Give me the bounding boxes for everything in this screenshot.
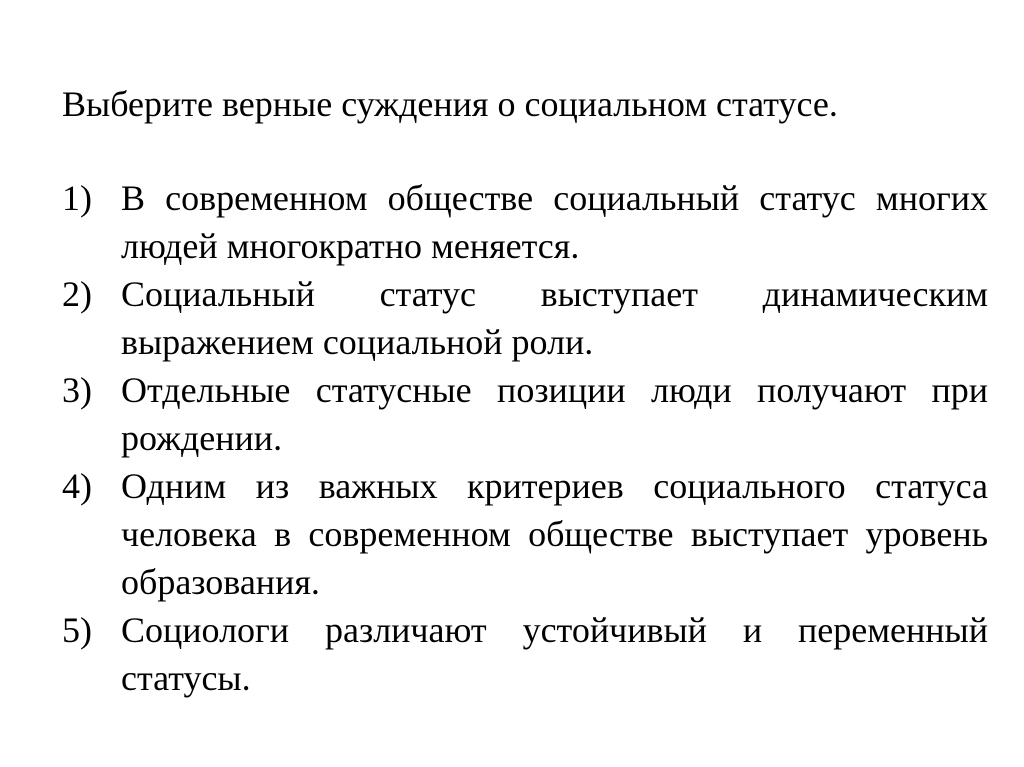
answer-option-1 (62, 174, 988, 270)
option-text: Социологи различают устойчивый и переменный статусы. (121, 610, 988, 698)
option-text: Одним из важных критериев социального статуса человека в современном обществе выступает уровень образования. (121, 466, 988, 602)
option-text: В современном обществе социальный статус многих людей многократно меняется. (121, 178, 988, 266)
option-number: 4) (62, 466, 92, 506)
option-number: 1) (62, 178, 92, 218)
answer-option-2 (62, 270, 988, 366)
answer-options-list (62, 174, 988, 702)
answer-option-5 (62, 606, 988, 702)
option-text: Социальный статус выступает динамическим выражением социальной роли. (121, 274, 988, 362)
answer-option-4 (62, 462, 988, 606)
option-text: Отдельные статусные позиции люди получают при рождении. (121, 370, 988, 458)
question-title: Выберите верные суждения о социальном статусе. (62, 84, 838, 124)
option-number: 2) (62, 274, 92, 314)
option-number: 3) (62, 370, 92, 410)
answer-option-3 (62, 366, 988, 462)
option-number: 5) (62, 610, 92, 650)
